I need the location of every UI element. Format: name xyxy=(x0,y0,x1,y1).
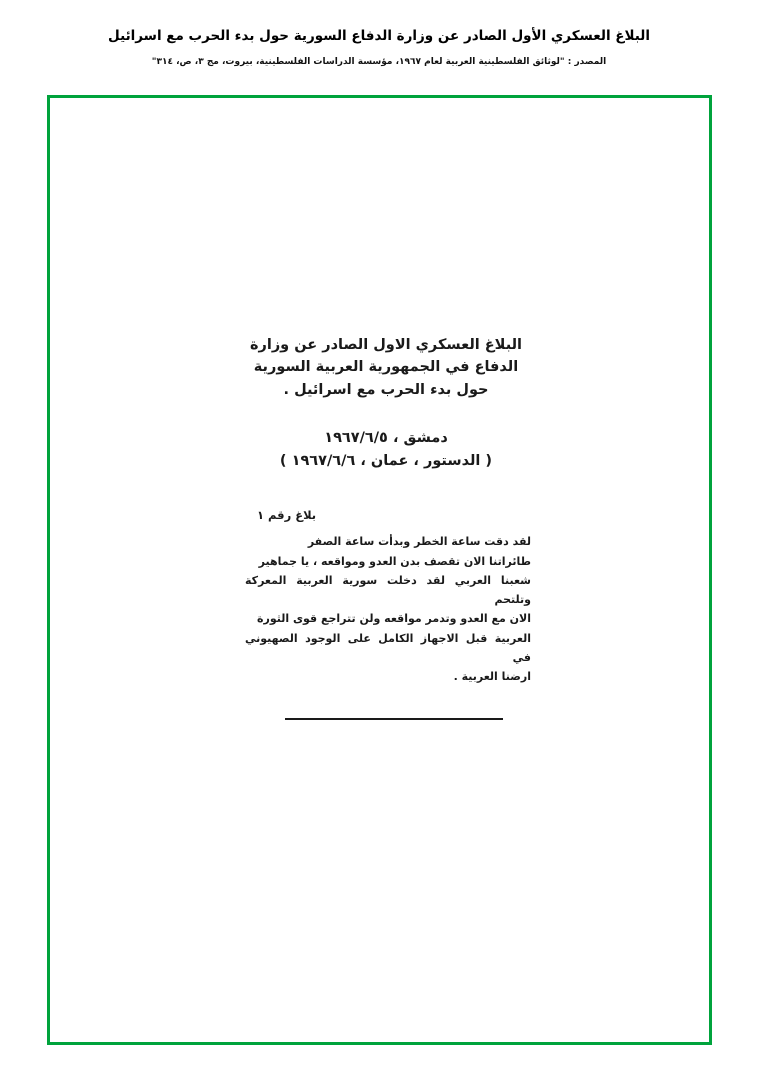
scanned-page xyxy=(50,98,709,1042)
scan-dateline xyxy=(239,427,533,472)
source-citation: المصدر : "لوثائق الفلسطينية العربية لعام ١٩٦٧، مؤسسة الدراسات الفلسطينية، بيروت، مج ٣، ص، ٣١٤" xyxy=(151,56,607,67)
scan-text-block xyxy=(239,334,539,686)
scan-body-line-2: طائراتنا الان تقصف بدن العدو ومواقعه ، يا جماهير xyxy=(258,554,531,568)
scanned-document-frame xyxy=(47,95,712,1045)
scan-body-line-3: شعبنا العربي لقد دخلت سورية العربية المعركة وتلتحم xyxy=(245,573,531,607)
scan-body-line-6: ارضنا العربية . xyxy=(453,670,531,684)
scan-body-line-5: العربية قبل الاجهاز الكامل على الوجود الصهيوني في xyxy=(245,631,531,664)
scan-heading-line-3: حول بدء الحرب مع اسرائيل . xyxy=(283,381,489,398)
document-header xyxy=(0,28,758,67)
scan-dateline-line-2: ( الدستور ، عمان ، ١٩٦٧/٦/٦ ) xyxy=(279,452,493,469)
scan-dateline-line-1: دمشق ، ١٩٦٧/٦/٥ xyxy=(324,430,448,447)
scan-heading-line-1: البلاغ العسكري الاول الصادر عن وزارة xyxy=(249,337,523,353)
scan-body-text xyxy=(239,532,539,686)
horizontal-rule xyxy=(285,718,503,720)
scan-heading-line-2: الدفاع في الجمهورية العربية السورية xyxy=(253,359,519,376)
scan-bulletin-number: بلاغ رقم ١ xyxy=(257,508,317,523)
scan-heading xyxy=(239,334,533,401)
page-title: البلاغ العسكري الأول الصادر عن وزارة الدفاع السورية حول بدء الحرب مع اسرائيل xyxy=(108,28,650,44)
scan-body-line-1: لقد دقت ساعة الخطر وبدأت ساعة الصفر xyxy=(307,535,531,549)
scan-body-line-4: الان مع العدو وتدمر مواقعه ولن تتراجع قوى الثورة xyxy=(257,612,531,626)
